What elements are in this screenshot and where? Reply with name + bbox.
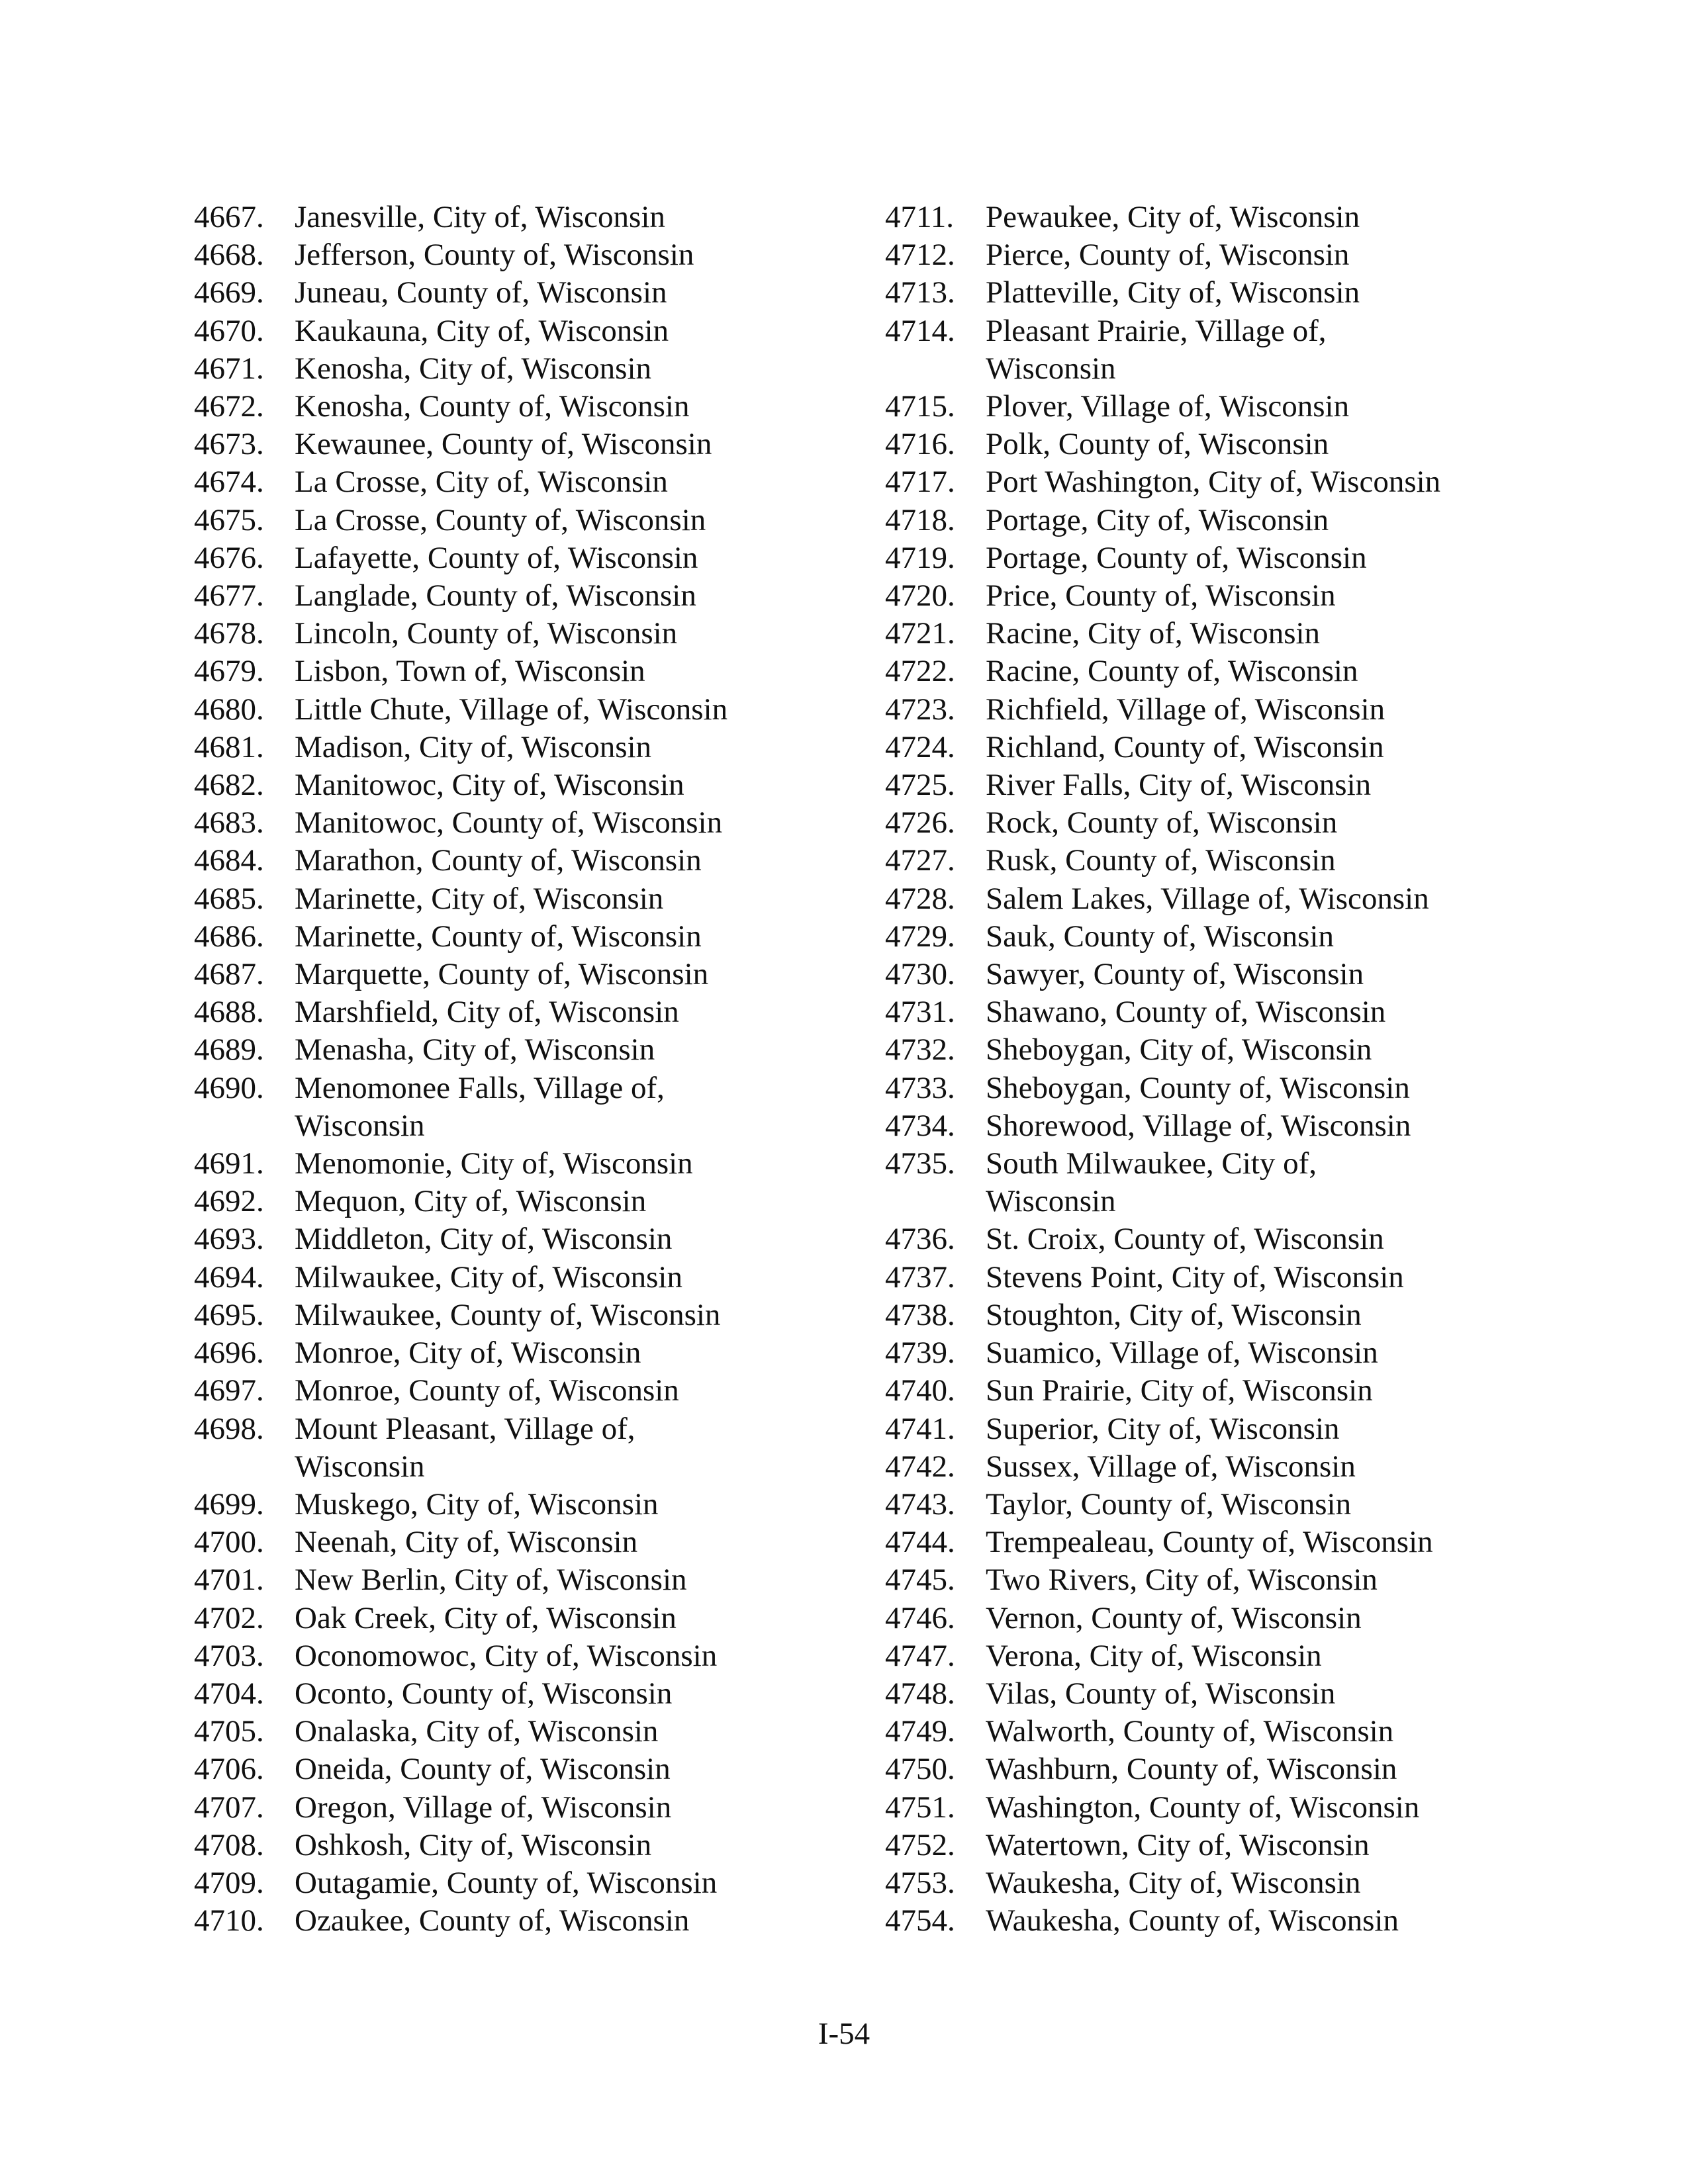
- list-item: [885, 1145, 1554, 1220]
- item-number: 4751.: [885, 1790, 955, 1825]
- item-text: Madison, City of, Wisconsin: [295, 729, 652, 764]
- item-number: 4680.: [194, 692, 264, 727]
- item-number: 4737.: [885, 1259, 955, 1295]
- list-item: [885, 577, 1554, 615]
- list-item: [194, 1031, 863, 1069]
- item-number: 4739.: [885, 1336, 955, 1371]
- list-item: [885, 1448, 1554, 1486]
- list-item: [885, 388, 1554, 426]
- item-number: 4693.: [194, 1222, 264, 1257]
- item-number: 4748.: [885, 1676, 955, 1711]
- item-text: Pierce, County of, Wisconsin: [986, 238, 1350, 273]
- item-text: Platteville, City of, Wisconsin: [986, 275, 1360, 310]
- item-number: 4726.: [885, 805, 955, 841]
- list-item: [885, 1561, 1554, 1599]
- list-item: [885, 463, 1554, 501]
- item-text: Wisconsin: [295, 1108, 425, 1143]
- item-text: Plover, Village of, Wisconsin: [986, 389, 1350, 424]
- item-text: Langlade, County of, Wisconsin: [295, 578, 696, 614]
- item-text: Salem Lakes, Village of, Wisconsin: [986, 881, 1429, 916]
- list-item: [885, 1334, 1554, 1372]
- item-number: 4690.: [194, 1070, 264, 1105]
- item-text: Pewaukee, City of, Wisconsin: [986, 200, 1360, 234]
- item-number: 4674.: [194, 465, 264, 500]
- item-text: Washington, County of, Wisconsin: [986, 1790, 1420, 1825]
- item-text: Marquette, County of, Wisconsin: [295, 957, 709, 992]
- list-item: [194, 1259, 863, 1297]
- list-item: [885, 1675, 1554, 1713]
- item-text: Pleasant Prairie, Village of,: [986, 313, 1327, 348]
- list-item: [194, 199, 863, 236]
- item-number: 4696.: [194, 1336, 264, 1371]
- item-number: 4667.: [194, 200, 264, 234]
- item-text: Lisbon, Town of, Wisconsin: [295, 654, 645, 689]
- list-item: [194, 993, 863, 1031]
- list-item: [885, 804, 1554, 842]
- item-number: 4695.: [194, 1297, 264, 1332]
- item-number: 4750.: [885, 1752, 955, 1787]
- list-item: [194, 842, 863, 880]
- item-text: Vilas, County of, Wisconsin: [986, 1676, 1336, 1711]
- item-number: 4706.: [194, 1752, 264, 1787]
- list-item: [194, 1410, 863, 1486]
- list-item: [885, 956, 1554, 993]
- item-text: Marinette, County of, Wisconsin: [295, 919, 702, 954]
- list-item: [885, 1410, 1554, 1448]
- item-text: Wisconsin: [986, 1184, 1116, 1219]
- item-number: 4701.: [194, 1563, 264, 1598]
- item-number: 4678.: [194, 616, 264, 651]
- list-item: [194, 1069, 863, 1145]
- item-number: 4677.: [194, 578, 264, 614]
- item-number: 4741.: [885, 1411, 955, 1446]
- item-number: 4753.: [885, 1865, 955, 1900]
- item-number: 4721.: [885, 616, 955, 651]
- item-number: 4752.: [885, 1827, 955, 1862]
- item-number: 4687.: [194, 957, 264, 992]
- list-item: [194, 729, 863, 766]
- item-number: 4692.: [194, 1184, 264, 1219]
- item-text: Milwaukee, City of, Wisconsin: [295, 1259, 682, 1295]
- list-item: [885, 1486, 1554, 1524]
- item-text: Ozaukee, County of, Wisconsin: [295, 1903, 690, 1938]
- item-text: Mequon, City of, Wisconsin: [295, 1184, 647, 1219]
- list-item: [885, 312, 1554, 388]
- item-number: 4731.: [885, 995, 955, 1030]
- list-item: [194, 880, 863, 918]
- item-text: Racine, City of, Wisconsin: [986, 616, 1321, 651]
- item-number: 4698.: [194, 1411, 264, 1446]
- list-item: [194, 1827, 863, 1864]
- list-item: [194, 463, 863, 501]
- item-text: Menomonie, City of, Wisconsin: [295, 1146, 693, 1181]
- item-number: 4754.: [885, 1903, 955, 1938]
- item-number: 4730.: [885, 957, 955, 992]
- list-item: [885, 1751, 1554, 1788]
- item-text: Rusk, County of, Wisconsin: [986, 843, 1336, 878]
- item-text: Jefferson, County of, Wisconsin: [295, 238, 694, 273]
- item-text: Waukesha, County of, Wisconsin: [986, 1903, 1399, 1938]
- item-text: Portage, County of, Wisconsin: [986, 540, 1367, 575]
- item-number: 4740.: [885, 1373, 955, 1408]
- list-item: [194, 1675, 863, 1713]
- item-text: Kenosha, County of, Wisconsin: [295, 389, 690, 424]
- item-text: Oconomowoc, City of, Wisconsin: [295, 1638, 718, 1673]
- item-number: 4669.: [194, 275, 264, 310]
- item-text: Marathon, County of, Wisconsin: [295, 843, 702, 878]
- item-number: 4713.: [885, 275, 955, 310]
- item-text: Superior, City of, Wisconsin: [986, 1411, 1340, 1446]
- item-text: Portage, City of, Wisconsin: [986, 502, 1329, 537]
- item-text: Oconto, County of, Wisconsin: [295, 1676, 673, 1711]
- item-text: Manitowoc, City of, Wisconsin: [295, 768, 684, 803]
- item-text: Oak Creek, City of, Wisconsin: [295, 1600, 677, 1635]
- item-number: 4718.: [885, 502, 955, 537]
- item-number: 4710.: [194, 1903, 264, 1938]
- item-text: Neenah, City of, Wisconsin: [295, 1525, 638, 1560]
- item-number: 4738.: [885, 1297, 955, 1332]
- item-text: Kenosha, City of, Wisconsin: [295, 351, 652, 386]
- item-number: 4673.: [194, 427, 264, 462]
- item-number: 4675.: [194, 502, 264, 537]
- list-item: [194, 918, 863, 956]
- item-text: South Milwaukee, City of,: [986, 1146, 1317, 1181]
- list-item: [885, 236, 1554, 274]
- item-number: 4681.: [194, 729, 264, 764]
- item-number: 4746.: [885, 1600, 955, 1635]
- item-number: 4676.: [194, 540, 264, 575]
- list-item: [194, 502, 863, 539]
- item-number: 4745.: [885, 1563, 955, 1598]
- item-number: 4743.: [885, 1486, 955, 1522]
- item-number: 4668.: [194, 238, 264, 273]
- item-number: 4717.: [885, 465, 955, 500]
- list-item: [885, 766, 1554, 804]
- item-text: Marshfield, City of, Wisconsin: [295, 995, 679, 1030]
- item-text: Little Chute, Village of, Wisconsin: [295, 692, 728, 727]
- list-item: [885, 918, 1554, 956]
- list-item: [194, 1334, 863, 1372]
- item-number: 4724.: [885, 729, 955, 764]
- item-text: Lincoln, County of, Wisconsin: [295, 616, 678, 651]
- item-text: Richland, County of, Wisconsin: [986, 729, 1384, 764]
- item-number: 4716.: [885, 427, 955, 462]
- item-number: 4699.: [194, 1486, 264, 1522]
- item-text: Richfield, Village of, Wisconsin: [986, 692, 1385, 727]
- item-text: Verona, City of, Wisconsin: [986, 1638, 1322, 1673]
- item-text: Wisconsin: [986, 351, 1116, 386]
- item-text: Sawyer, County of, Wisconsin: [986, 957, 1364, 992]
- item-number: 4709.: [194, 1865, 264, 1900]
- list-item: [194, 388, 863, 426]
- list-item: [885, 539, 1554, 577]
- item-text: Price, County of, Wisconsin: [986, 578, 1336, 614]
- item-number: 4702.: [194, 1600, 264, 1635]
- list-item: [194, 1600, 863, 1637]
- list-item: [885, 1220, 1554, 1258]
- list-item: [885, 274, 1554, 312]
- item-text: Shorewood, Village of, Wisconsin: [986, 1108, 1411, 1143]
- list-item: [194, 691, 863, 729]
- list-item: [194, 804, 863, 842]
- item-number: 4682.: [194, 768, 264, 803]
- item-text: Monroe, City of, Wisconsin: [295, 1336, 641, 1371]
- item-text: Sussex, Village of, Wisconsin: [986, 1449, 1356, 1484]
- item-number: 4685.: [194, 881, 264, 916]
- list-item: [194, 274, 863, 312]
- list-item: [194, 1864, 863, 1902]
- list-item: [194, 236, 863, 274]
- item-text: New Berlin, City of, Wisconsin: [295, 1563, 687, 1598]
- item-text: Juneau, County of, Wisconsin: [295, 275, 667, 310]
- item-text: La Crosse, City of, Wisconsin: [295, 465, 668, 500]
- item-text: Two Rivers, City of, Wisconsin: [986, 1563, 1378, 1598]
- list-item: [194, 1372, 863, 1410]
- list-item: [885, 426, 1554, 463]
- item-text: Outagamie, County of, Wisconsin: [295, 1865, 718, 1900]
- item-number: 4727.: [885, 843, 955, 878]
- item-number: 4719.: [885, 540, 955, 575]
- list-item: [885, 1031, 1554, 1069]
- item-text: Manitowoc, County of, Wisconsin: [295, 805, 723, 841]
- list-item: [885, 1107, 1554, 1145]
- list-item: [885, 653, 1554, 690]
- list-item: [885, 1713, 1554, 1751]
- item-text: Racine, County of, Wisconsin: [986, 654, 1358, 689]
- item-text: Washburn, County of, Wisconsin: [986, 1752, 1397, 1787]
- item-number: 4679.: [194, 654, 264, 689]
- item-number: 4705.: [194, 1714, 264, 1749]
- item-number: 4744.: [885, 1525, 955, 1560]
- list-item: [885, 1864, 1554, 1902]
- item-number: 4747.: [885, 1638, 955, 1673]
- list-item: [194, 1561, 863, 1599]
- list-item: [194, 426, 863, 463]
- item-text: Muskego, City of, Wisconsin: [295, 1486, 659, 1522]
- list-item: [194, 1789, 863, 1827]
- item-text: Taylor, County of, Wisconsin: [986, 1486, 1352, 1522]
- item-number: 4749.: [885, 1714, 955, 1749]
- item-number: 4671.: [194, 351, 264, 386]
- list-item: [194, 1902, 863, 1940]
- item-text: Polk, County of, Wisconsin: [986, 427, 1329, 462]
- item-text: River Falls, City of, Wisconsin: [986, 768, 1372, 803]
- list-item: [885, 880, 1554, 918]
- item-text: Stoughton, City of, Wisconsin: [986, 1297, 1362, 1332]
- list-item: [885, 1069, 1554, 1107]
- item-number: 4734.: [885, 1108, 955, 1143]
- list-item: [885, 1902, 1554, 1940]
- item-number: 4684.: [194, 843, 264, 878]
- item-text: Trempealeau, County of, Wisconsin: [986, 1525, 1433, 1560]
- item-number: 4732.: [885, 1032, 955, 1068]
- item-number: 4700.: [194, 1525, 264, 1560]
- right-column: [885, 199, 1554, 1940]
- item-text: Vernon, County of, Wisconsin: [986, 1600, 1362, 1635]
- item-number: 4697.: [194, 1373, 264, 1408]
- item-number: 4735.: [885, 1146, 955, 1181]
- item-number: 4689.: [194, 1032, 264, 1068]
- item-text: Waukesha, City of, Wisconsin: [986, 1865, 1361, 1900]
- list-item: [885, 691, 1554, 729]
- list-item: [194, 1637, 863, 1675]
- item-text: Kaukauna, City of, Wisconsin: [295, 313, 669, 348]
- list-item: [194, 1751, 863, 1788]
- list-item: [194, 577, 863, 615]
- item-number: 4683.: [194, 805, 264, 841]
- item-text: Lafayette, County of, Wisconsin: [295, 540, 698, 575]
- item-number: 4722.: [885, 654, 955, 689]
- item-text: Middleton, City of, Wisconsin: [295, 1222, 673, 1257]
- item-text: Suamico, Village of, Wisconsin: [986, 1336, 1378, 1371]
- list-item: [885, 1259, 1554, 1297]
- list-item: [194, 1220, 863, 1258]
- item-text: Monroe, County of, Wisconsin: [295, 1373, 679, 1408]
- list-item: [194, 1145, 863, 1183]
- item-number: 4708.: [194, 1827, 264, 1862]
- list-item: [194, 1486, 863, 1524]
- list-item: [885, 1600, 1554, 1637]
- list-item: [194, 615, 863, 653]
- list-item: [885, 1372, 1554, 1410]
- list-item: [885, 1297, 1554, 1334]
- list-item: [194, 1524, 863, 1561]
- left-column: [194, 199, 863, 1940]
- item-text: Shawano, County of, Wisconsin: [986, 995, 1386, 1030]
- item-number: 4723.: [885, 692, 955, 727]
- item-text: Wisconsin: [295, 1449, 425, 1484]
- item-text: Sheboygan, City of, Wisconsin: [986, 1032, 1372, 1068]
- item-number: 4729.: [885, 919, 955, 954]
- item-number: 4712.: [885, 238, 955, 273]
- list-item: [194, 956, 863, 993]
- item-text: Oregon, Village of, Wisconsin: [295, 1790, 672, 1825]
- item-text: Port Washington, City of, Wisconsin: [986, 465, 1441, 500]
- item-text: Oshkosh, City of, Wisconsin: [295, 1827, 652, 1862]
- item-number: 4736.: [885, 1222, 955, 1257]
- item-number: 4733.: [885, 1070, 955, 1105]
- item-number: 4688.: [194, 995, 264, 1030]
- list-item: [885, 1789, 1554, 1827]
- page-number: I-54: [818, 2017, 870, 2051]
- item-number: 4742.: [885, 1449, 955, 1484]
- list-item: [194, 653, 863, 690]
- item-number: 4703.: [194, 1638, 264, 1673]
- item-number: 4686.: [194, 919, 264, 954]
- list-item: [885, 1637, 1554, 1675]
- item-number: 4725.: [885, 768, 955, 803]
- item-text: Stevens Point, City of, Wisconsin: [986, 1259, 1404, 1295]
- item-number: 4691.: [194, 1146, 264, 1181]
- list-item: [194, 1297, 863, 1334]
- list-item: [194, 312, 863, 350]
- item-text: Rock, County of, Wisconsin: [986, 805, 1338, 841]
- list-item: [885, 615, 1554, 653]
- item-number: 4704.: [194, 1676, 264, 1711]
- item-text: Sheboygan, County of, Wisconsin: [986, 1070, 1410, 1105]
- item-number: 4714.: [885, 313, 955, 348]
- list-item: [194, 539, 863, 577]
- item-text: Menomonee Falls, Village of,: [295, 1070, 665, 1105]
- list-item: [885, 993, 1554, 1031]
- list-item: [194, 766, 863, 804]
- list-item: [885, 1827, 1554, 1864]
- list-item: [194, 1183, 863, 1220]
- list-item: [885, 729, 1554, 766]
- list-item: [194, 350, 863, 388]
- item-number: 4707.: [194, 1790, 264, 1825]
- item-text: St. Croix, County of, Wisconsin: [986, 1222, 1384, 1257]
- item-text: Onalaska, City of, Wisconsin: [295, 1714, 659, 1749]
- list-item: [885, 199, 1554, 236]
- item-text: Sun Prairie, City of, Wisconsin: [986, 1373, 1373, 1408]
- item-text: Mount Pleasant, Village of,: [295, 1411, 635, 1446]
- list-item: [885, 842, 1554, 880]
- item-text: Watertown, City of, Wisconsin: [986, 1827, 1370, 1862]
- item-text: Kewaunee, County of, Wisconsin: [295, 427, 712, 462]
- item-text: Milwaukee, County of, Wisconsin: [295, 1297, 721, 1332]
- list-item: [885, 1524, 1554, 1561]
- item-text: Janesville, City of, Wisconsin: [295, 200, 665, 234]
- item-text: Oneida, County of, Wisconsin: [295, 1752, 671, 1787]
- list-item: [194, 1713, 863, 1751]
- list-item: [885, 502, 1554, 539]
- item-number: 4720.: [885, 578, 955, 614]
- item-text: Sauk, County of, Wisconsin: [986, 919, 1334, 954]
- item-number: 4728.: [885, 881, 955, 916]
- item-number: 4715.: [885, 389, 955, 424]
- item-number: 4694.: [194, 1259, 264, 1295]
- item-text: Menasha, City of, Wisconsin: [295, 1032, 655, 1068]
- item-text: Marinette, City of, Wisconsin: [295, 881, 664, 916]
- item-text: La Crosse, County of, Wisconsin: [295, 502, 706, 537]
- item-number: 4672.: [194, 389, 264, 424]
- item-number: 4670.: [194, 313, 264, 348]
- item-number: 4711.: [885, 200, 955, 234]
- item-text: Walworth, County of, Wisconsin: [986, 1714, 1394, 1749]
